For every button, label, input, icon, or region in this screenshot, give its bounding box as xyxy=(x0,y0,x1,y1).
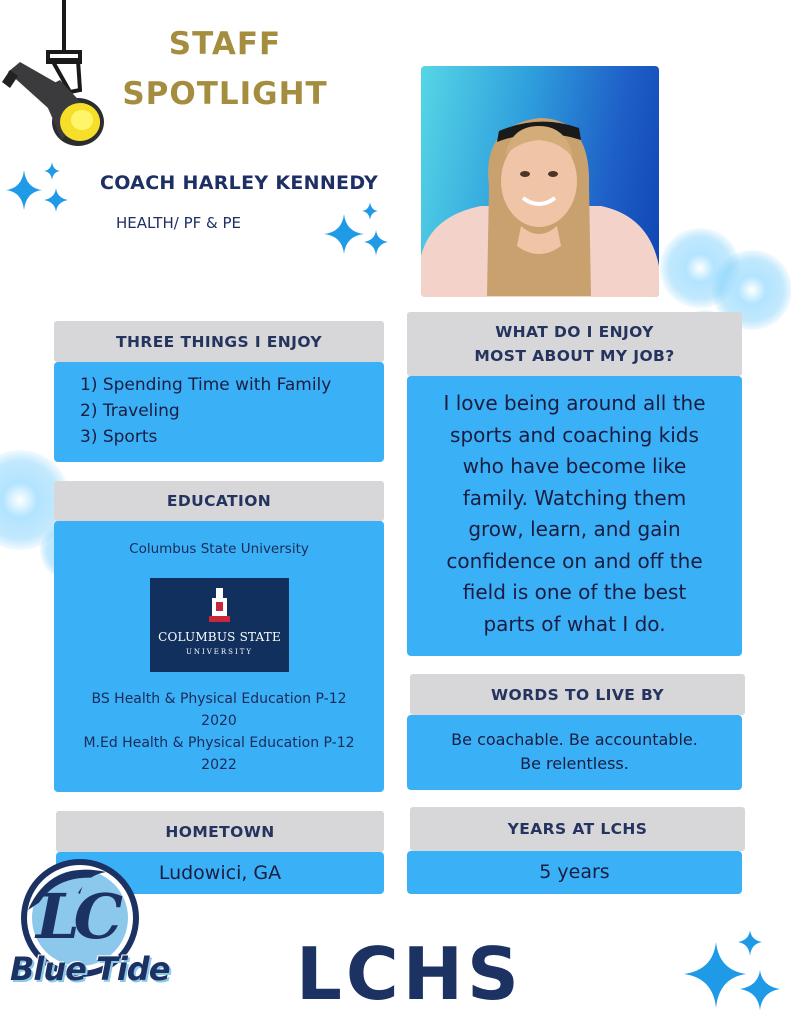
degree-line: BS Health & Physical Education P-12 xyxy=(91,691,347,707)
education-heading: EDUCATION xyxy=(54,481,384,521)
enjoy-text-line: family. Watching them xyxy=(462,485,687,510)
degrees-block xyxy=(54,688,384,776)
years-heading: YEARS AT LCHS xyxy=(410,807,745,851)
three-things-heading: THREE THINGS I ENJOY xyxy=(54,321,384,362)
words-line: Be relentless. xyxy=(520,754,629,773)
spotlight-icon xyxy=(0,0,110,150)
enjoy-job-heading xyxy=(407,312,742,376)
logo-text: Blue Tide xyxy=(10,950,170,988)
degree-line: M.Ed Health & Physical Education P-12 xyxy=(83,735,355,751)
degree-year: 2022 xyxy=(201,757,237,773)
enjoy-job-box xyxy=(407,376,742,656)
words-heading: WORDS TO LIVE BY xyxy=(410,674,745,715)
title-staff: STAFF xyxy=(168,26,282,62)
enjoy-text-line: grow, learn, and gain xyxy=(468,517,681,541)
enjoy-text-line: I love being around all the xyxy=(443,391,706,415)
years-value: 5 years xyxy=(407,851,742,894)
coach-photo xyxy=(421,66,659,297)
enjoy-text-line: field is one of the best xyxy=(462,580,687,604)
words-box xyxy=(407,715,742,790)
list-item: 3) Sports xyxy=(80,427,158,447)
logo-text: COLUMBUS STATE xyxy=(158,630,281,644)
list-item: 2) Traveling xyxy=(80,401,180,421)
logo-subtext: UNIVERSITY xyxy=(185,648,254,656)
enjoy-text-line: sports and coaching kids xyxy=(450,422,699,447)
enjoy-heading-line2: MOST ABOUT MY JOB? xyxy=(474,347,675,365)
logo-letters: LC xyxy=(36,880,117,953)
sparkle-icon xyxy=(676,928,786,1024)
enjoy-text-line: confidence on and off the xyxy=(446,548,703,573)
columbus-state-logo xyxy=(150,578,289,672)
three-things-box xyxy=(54,362,384,462)
words-line: Be coachable. Be accountable. xyxy=(451,730,698,749)
coach-name: COACH HARLEY KENNEDY xyxy=(100,172,379,194)
subject-label: HEALTH/ PF & PE xyxy=(116,214,242,232)
blue-tide-logo xyxy=(6,850,196,1020)
enjoy-text-line: parts of what I do. xyxy=(483,611,666,636)
school-name: LCHS xyxy=(296,932,523,1016)
university-name: Columbus State University xyxy=(129,541,309,557)
hometown-heading: HOMETOWN xyxy=(56,811,384,852)
sparkle-icon xyxy=(2,160,74,220)
sparkle-icon xyxy=(322,200,394,266)
enjoy-text-line: who have become like xyxy=(462,454,687,478)
title-spotlight: SPOTLIGHT xyxy=(122,76,328,112)
enjoy-heading-line1: WHAT DO I ENJOY xyxy=(495,323,654,341)
hometown-value: Ludowici, GA xyxy=(56,852,384,894)
degree-year: 2020 xyxy=(201,713,237,729)
list-item: 1) Spending Time with Family xyxy=(80,375,332,395)
